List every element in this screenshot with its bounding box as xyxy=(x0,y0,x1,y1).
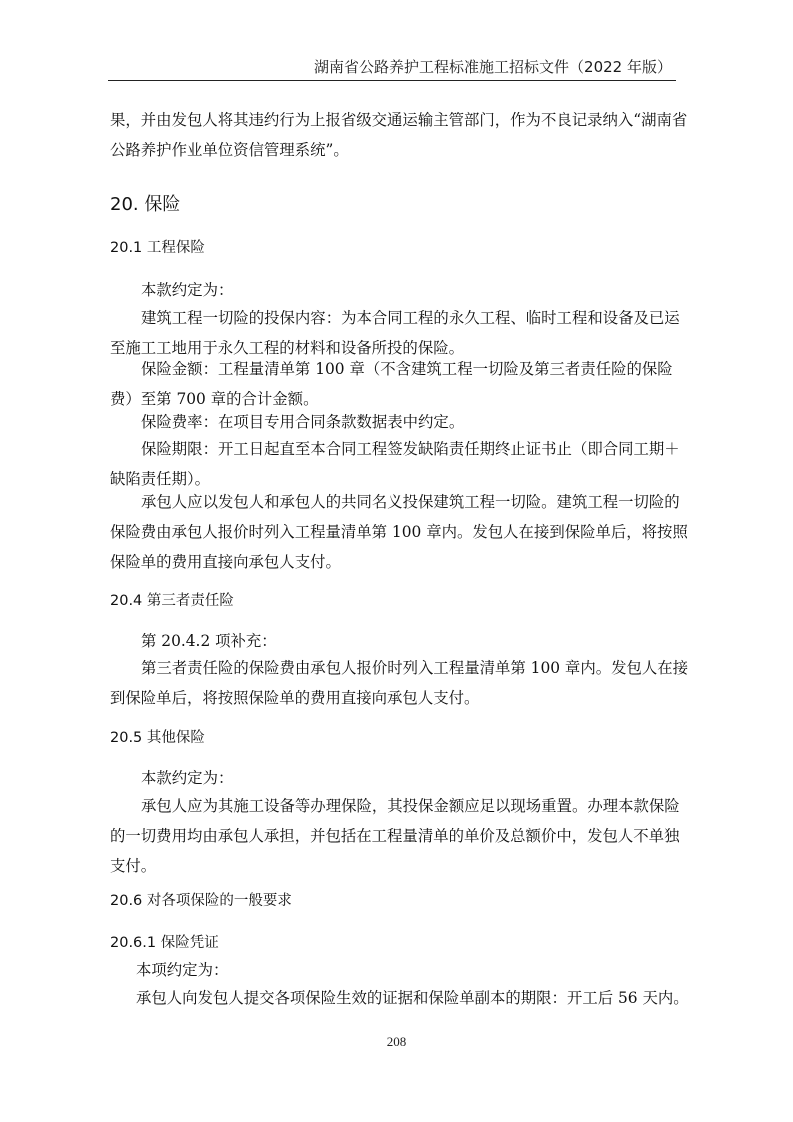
clause-20-5-paragraph: 承包人应为其施工设备等办理保险，其投保金额应足以现场重置。办理本款保险的一切费用均由承包人承担，并包括在工程量清单的单价及总额价中，发包人不单独支付。 xyxy=(110,797,680,875)
clause-heading-20-6: 20.6 对各项保险的一般要求 xyxy=(110,893,292,909)
clause-20-1-period-paragraph: 保险期限：开工日起直至本合同工程签发缺陷责任期终止证书止（即合同工期＋缺陷责任期）。 xyxy=(110,440,680,488)
clause-20-4-paragraph: 第三者责任险的保险费由承包人报价时列入工程量清单第 100 章内。发包人在接到保险单后，将按照保险单的费用直接向承包人支付。 xyxy=(110,659,689,707)
clause-20-5-intro: 本款约定为： xyxy=(141,769,234,787)
clause-heading-20-5: 20.5 其他保险 xyxy=(110,730,205,746)
clause-20-1-scope-paragraph: 建筑工程一切险的投保内容：为本合同工程的永久工程、临时工程和设备及已运至施工工地用于永久工程的材料和设备所投的保险。 xyxy=(110,309,680,357)
item-heading-20-6-1: 20.6.1 保险凭证 xyxy=(110,935,219,951)
clause-20-1-intro: 本款约定为： xyxy=(141,281,234,299)
page-header-title: 湖南省公路养护工程标准施工招标文件（2022 年版） xyxy=(314,58,672,76)
clause-20-1-insure-paragraph: 承包人应以发包人和承包人的共同名义投保建筑工程一切险。建筑工程一切险的保险费由承包人报价时列入工程量清单第 100 章内。发包人在接到保险单后，将按照保险单的费用直接向承包人支付。 xyxy=(110,493,688,571)
clause-20-1-rate-paragraph: 保险费率：在项目专用合同条款数据表中约定。 xyxy=(141,413,465,431)
clause-20-4-intro: 第 20.4.2 项补充： xyxy=(141,632,277,650)
page-number: 208 xyxy=(386,1034,407,1049)
clause-heading-20-1: 20.1 工程保险 xyxy=(110,240,205,256)
page-header-rule xyxy=(108,80,676,81)
section-heading-insurance: 20. 保险 xyxy=(110,194,181,215)
carry-over-paragraph: 果，并由发包人将其违约行为上报省级交通运输主管部门，作为不良记录纳入“湖南省公路养护作业单位资信管理系统”。 xyxy=(110,111,688,159)
item-20-6-1-intro: 本项约定为： xyxy=(136,961,229,979)
clause-heading-20-4: 20.4 第三者责任险 xyxy=(110,593,234,609)
item-20-6-1-paragraph: 承包人向发包人提交各项保险生效的证据和保险单副本的期限：开工后 56 天内。 xyxy=(136,989,689,1007)
clause-20-1-amount-paragraph: 保险金额：工程量清单第 100 章（不含建筑工程一切险及第三者责任险的保险费）至第 700 章的合计金额。 xyxy=(110,360,673,408)
